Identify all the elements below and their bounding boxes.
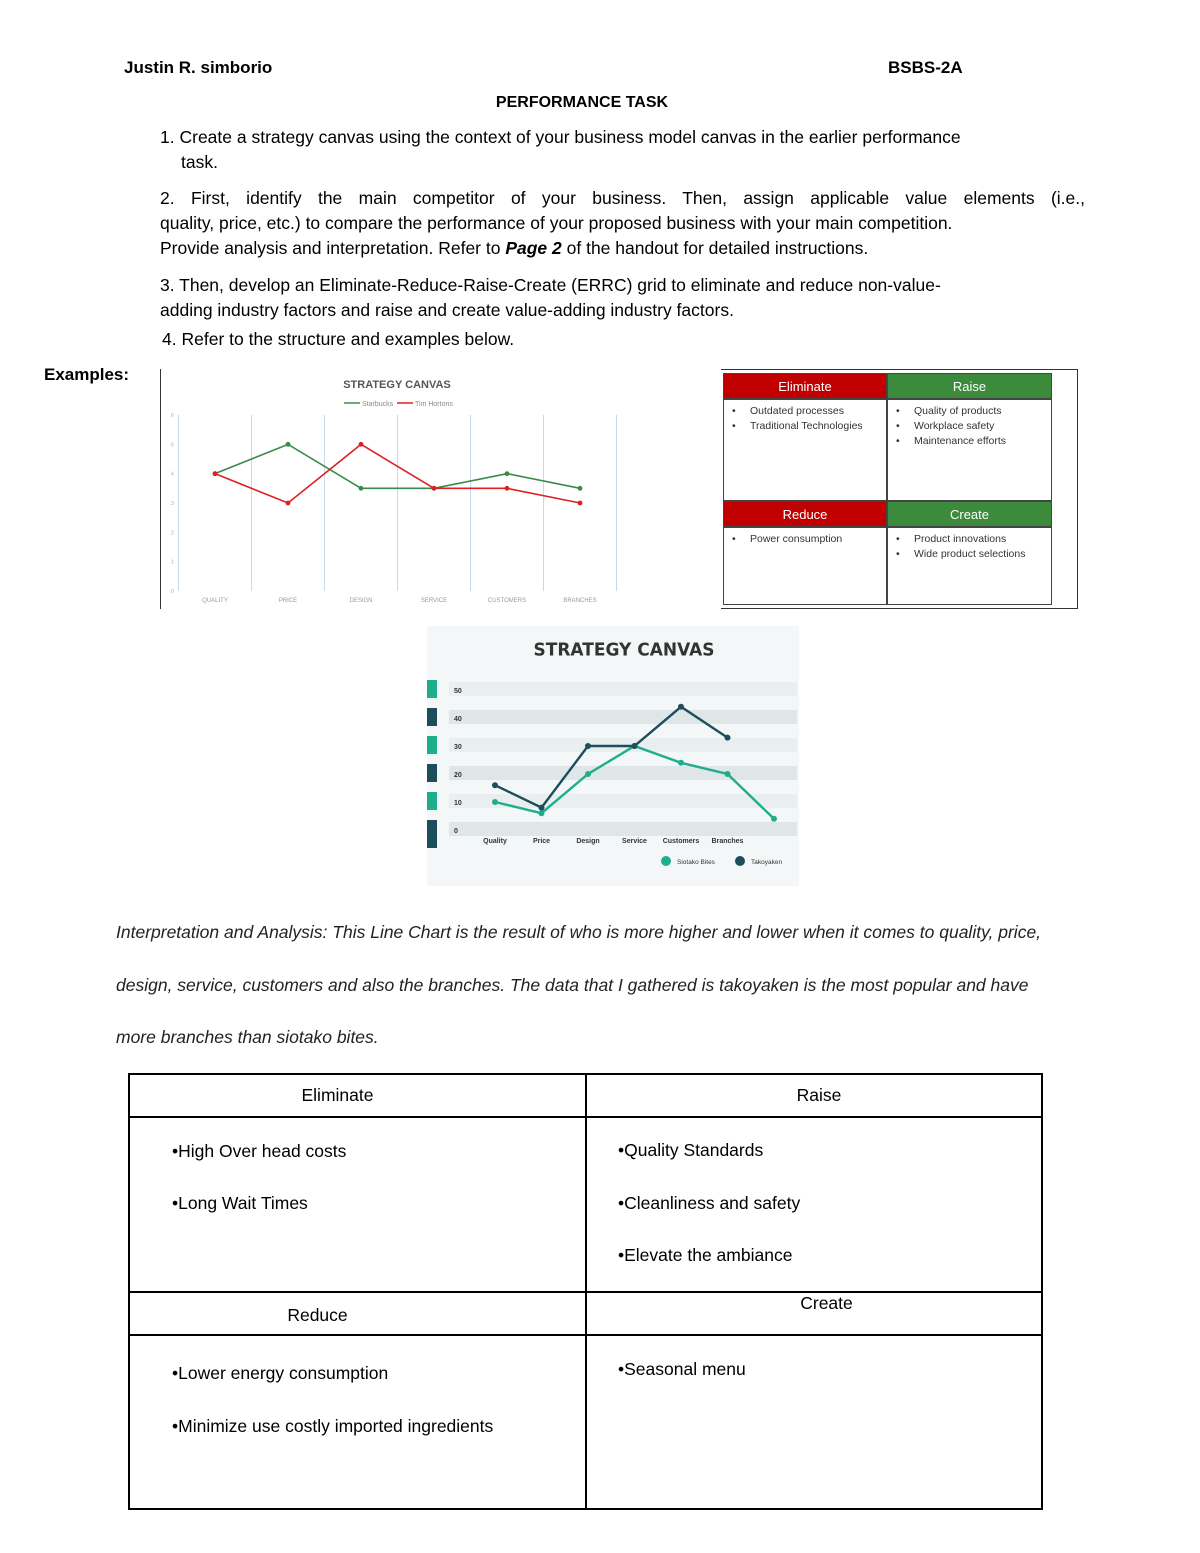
- chart-1-point: [213, 471, 218, 476]
- chart-2-point: [492, 799, 498, 805]
- student-section: BSBS-2A: [888, 58, 963, 77]
- mini-raise-item: • Maintenance efforts: [914, 434, 1047, 449]
- chart-1-ytick: 4: [171, 471, 174, 478]
- chart-2-side-tab: [427, 736, 437, 754]
- chart-1-xtick: DESIGN: [349, 598, 373, 604]
- mini-eliminate-item: • Traditional Technologies: [750, 419, 882, 434]
- example-chart-2-svg: [427, 626, 799, 886]
- mini-raise-item: • Workplace safety: [914, 419, 1047, 434]
- mini-create-header: Create: [887, 501, 1052, 527]
- chart-2-ytick: 50: [454, 688, 462, 695]
- legend-dot-takoyaken: [735, 856, 745, 866]
- chart-2-side-tab: [427, 764, 437, 782]
- chart-1-title: STRATEGY CANVAS: [343, 379, 451, 391]
- instruction-4: [162, 327, 1087, 352]
- chart-2-side-tab: [427, 792, 437, 810]
- mini-eliminate-header: Eliminate: [723, 373, 887, 399]
- instruction-2-line1: First, identify the main competitor of your business. Then, assign applicable value elements (i.e.,: [190, 188, 1085, 208]
- errc-raise-item: •Elevate the ambiance: [618, 1245, 793, 1265]
- chart-2-ytick: 30: [454, 744, 462, 751]
- interpretation-label: Interpretation and Analysis:: [116, 922, 328, 942]
- chart-2-band: [449, 682, 797, 696]
- chart-1-point: [286, 442, 291, 447]
- chart-1-ytick: 3: [171, 501, 174, 507]
- chart-2-point: [585, 771, 591, 777]
- chart-2-side-tab: [427, 708, 437, 726]
- mini-eliminate-item: • Outdated processes: [750, 404, 882, 419]
- errc-reduce-item: •Minimize use costly imported ingredients: [172, 1416, 494, 1436]
- chart-1-point: [505, 471, 510, 476]
- mini-reduce-body: [723, 527, 887, 605]
- example-strategy-canvas-1: [160, 369, 722, 609]
- chart-2-point: [725, 735, 731, 741]
- chart-2-xtick: Service: [622, 838, 647, 845]
- example-strategy-canvas-2: [427, 626, 799, 886]
- legend-timhortons: Tim Hortons: [415, 401, 453, 408]
- errc-grid: [128, 1073, 1043, 1510]
- chart-1-ytick: 1: [171, 559, 174, 566]
- legend-siotako: Siotako Bites: [677, 859, 715, 866]
- page-ref: Page 2: [505, 238, 562, 258]
- student-name: Justin R. simborio: [124, 58, 273, 77]
- page-title: PERFORMANCE TASK: [495, 94, 669, 111]
- chart-2-ytick: 0: [454, 828, 458, 835]
- instruction-2-line3-pre: Provide analysis and interpretation. Refer to: [160, 238, 506, 258]
- chart-2-band: [449, 766, 797, 780]
- instruction-3: [160, 273, 1085, 323]
- mini-create-body: [887, 527, 1052, 605]
- mini-raise-header: Raise: [887, 373, 1052, 399]
- chart-2-band: [449, 710, 797, 724]
- interpretation-paragraph: [116, 906, 1061, 1064]
- chart-2-point: [585, 743, 591, 749]
- chart-2-point: [771, 816, 777, 822]
- example-chart-1-svg: [161, 369, 722, 609]
- chart-2-title: STRATEGY CANVAS: [533, 640, 715, 661]
- instruction-1-text-cont: task.: [181, 152, 218, 172]
- legend-starbucks: Starbucks: [362, 401, 394, 408]
- chart-2-point: [632, 743, 638, 749]
- instruction-1-number: 1.: [160, 127, 175, 147]
- example-errc-grid: [721, 369, 1078, 609]
- examples-label: Examples:: [44, 365, 130, 384]
- instruction-3-line2: adding industry factors and raise and create value-adding industry factors.: [160, 300, 734, 320]
- chart-1-xtick: QUALITY: [202, 598, 228, 604]
- chart-1-legend: [344, 401, 453, 408]
- chart-2-point: [725, 771, 731, 777]
- chart-2-xtick: Customers: [662, 838, 700, 845]
- errc-reduce-item: •Lower energy consumption: [172, 1363, 389, 1383]
- instruction-4-number: 4.: [162, 329, 177, 349]
- instruction-3-number: 3.: [160, 275, 175, 295]
- mini-raise-body: [887, 399, 1052, 501]
- chart-1-xtick: PRICE: [278, 598, 298, 604]
- errc-create-item: •Seasonal menu: [618, 1359, 746, 1379]
- errc-eliminate-item: •High Over head costs: [172, 1141, 347, 1161]
- errc-eliminate-item: •Long Wait Times: [172, 1193, 308, 1213]
- chart-2-point: [678, 704, 684, 710]
- chart-1-xtick: BRANCHES: [563, 598, 597, 604]
- instruction-2-line3: [160, 236, 1085, 261]
- chart-1-point: [578, 486, 583, 491]
- chart-2-point: [539, 810, 545, 816]
- mini-create-item: • Wide product selections: [914, 547, 1047, 562]
- chart-2-xtick: Design: [576, 838, 600, 845]
- chart-1-point: [359, 486, 364, 491]
- errc-reduce-header: Reduce: [128, 1291, 587, 1336]
- chart-2-band: [449, 822, 797, 836]
- chart-1-xtick: SERVICE: [420, 598, 448, 604]
- errc-raise-item: •Cleanliness and safety: [618, 1193, 801, 1213]
- mini-create-item: • Product innovations: [914, 532, 1047, 547]
- chart-2-band: [449, 794, 797, 808]
- chart-1-point: [505, 486, 510, 491]
- chart-1-ytick: 0: [171, 589, 174, 595]
- mini-raise-item: • Quality of products: [914, 404, 1047, 419]
- chart-2-side-tab: [427, 680, 437, 698]
- chart-2-ytick: 20: [454, 772, 462, 779]
- chart-1-xtick: CUSTOMERS: [487, 598, 527, 604]
- legend-takoyaken: Takoyaken: [751, 859, 783, 866]
- chart-1-ytick: 5: [171, 442, 174, 449]
- instruction-2-line3-post: of the handout for detailed instructions.: [561, 238, 869, 258]
- instruction-2-number: 2.: [160, 188, 175, 208]
- chart-2-ytick: 40: [454, 716, 462, 723]
- errc-raise-header: Raise: [585, 1073, 1043, 1118]
- chart-1-point: [432, 486, 437, 491]
- instruction-3-line1: Then, develop an Eliminate-Reduce-Raise-Create (ERRC) grid to eliminate and reduce non-value-: [179, 275, 941, 295]
- mini-reduce-header: Reduce: [723, 501, 887, 527]
- instruction-2: [160, 186, 1085, 261]
- chart-2-point: [678, 760, 684, 766]
- errc-eliminate-header: Eliminate: [128, 1073, 587, 1118]
- interpretation-text: This Line Chart is the result of who is more higher and lower when it comes to quality, price, design, service, customers and also the branches. The data that I gathered is takoyaken is the most popular and have more branches than siotako bites.: [116, 922, 1042, 1047]
- chart-2-point: [539, 805, 545, 811]
- chart-1-ytick: 2: [171, 530, 174, 537]
- mini-eliminate-body: [723, 399, 887, 501]
- chart-2-ytick: 10: [454, 800, 462, 807]
- instruction-1: [160, 125, 1090, 175]
- legend-dot-siotako: [661, 856, 671, 866]
- chart-1-point: [578, 501, 583, 506]
- chart-2-point: [492, 782, 498, 788]
- chart-2-xtick: Quality: [483, 838, 507, 845]
- chart-1-point: [359, 442, 364, 447]
- instruction-4-text: Refer to the structure and examples below.: [181, 329, 515, 349]
- chart-2-side-tab: [427, 820, 437, 848]
- instruction-2-line2: quality, price, etc.) to compare the performance of your proposed business with your main competition.: [160, 213, 953, 233]
- instruction-1-text: Create a strategy canvas using the context of your business model canvas in the earlier performance: [179, 127, 961, 147]
- chart-1-point: [286, 501, 291, 506]
- errc-raise-item: •Quality Standards: [618, 1140, 764, 1160]
- chart-2-xtick: Price: [532, 838, 551, 845]
- errc-create-header: Create: [585, 1291, 1043, 1336]
- chart-1-ytick: 6: [171, 413, 174, 419]
- chart-2-legend: [661, 856, 782, 866]
- chart-2-xtick: Branches: [711, 838, 744, 845]
- mini-reduce-item: • Power consumption: [750, 532, 882, 547]
